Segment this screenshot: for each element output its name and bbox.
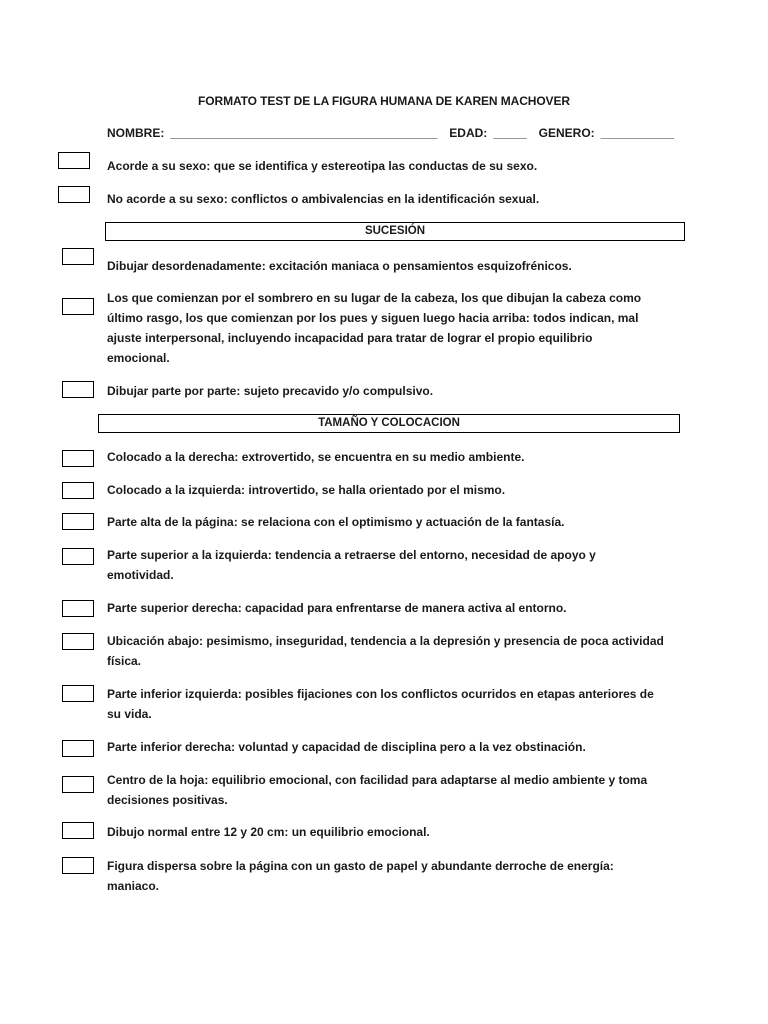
edad-field[interactable]: _____ xyxy=(493,126,527,140)
checkbox-superior-izquierda[interactable] xyxy=(62,548,94,565)
checkbox-parte-alta[interactable] xyxy=(62,513,94,530)
checkbox-colocado-izquierda[interactable] xyxy=(62,482,94,499)
item-dibujar-desordenadamente: Dibujar desordenadamente: excitación maniaca o pensamientos esquizofrénicos. xyxy=(107,259,572,273)
item-comienzan-sombrero: Los que comienzan por el sombrero en su lugar de la cabeza, los que dibujan la cabeza como último rasgo, los que comienzan por los pues y siguen luego hacia arriba: todos indican, mal ajuste interpersonal, incluyendo incapacidad para tratar de lograr el propio equilibrio emocional. xyxy=(107,291,642,365)
section-header-sucesion: SUCESIÓN xyxy=(105,222,685,241)
checkbox-parte-por-parte[interactable] xyxy=(62,381,94,398)
item-inferior-izquierda: Parte inferior izquierda: posibles fijaciones con los conflictos ocurridos en etapas anteriores de su vida. xyxy=(107,687,654,721)
nombre-field[interactable]: ________________________________________ xyxy=(170,126,438,140)
item-colocado-izquierda: Colocado a la izquierda: introvertido, se halla orientado por el mismo. xyxy=(107,483,506,497)
item-colocado-derecha: Colocado a la derecha: extrovertido, se encuentra en su medio ambiente. xyxy=(107,450,525,464)
item-ubicacion-abajo: Ubicación abajo: pesimismo, inseguridad, tendencia a la depresión y presencia de poca actividad física. xyxy=(107,634,664,668)
item-superior-izquierda: Parte superior a la izquierda: tendencia a retraerse del entorno, necesidad de apoyo y emotividad. xyxy=(107,548,596,582)
nombre-label: NOMBRE: xyxy=(107,126,165,140)
item-no-acorde-sexo: No acorde a su sexo: conflictos o ambivalencias en la identificación sexual. xyxy=(107,192,540,206)
checkbox-acorde-sexo[interactable] xyxy=(58,152,90,169)
checkbox-no-acorde-sexo[interactable] xyxy=(58,186,90,203)
item-dibujo-normal: Dibujo normal entre 12 y 20 cm: un equilibrio emocional. xyxy=(107,825,430,839)
checkbox-dibujar-desordenadamente[interactable] xyxy=(62,248,94,265)
edad-label: EDAD: xyxy=(449,126,488,140)
document-title: FORMATO TEST DE LA FIGURA HUMANA DE KAREN MACHOVER xyxy=(198,94,570,108)
checkbox-ubicacion-abajo[interactable] xyxy=(62,633,94,650)
item-inferior-derecha: Parte inferior derecha: voluntad y capacidad de disciplina pero a la vez obstinación. xyxy=(107,740,586,754)
checkbox-colocado-derecha[interactable] xyxy=(62,450,94,467)
checkbox-centro-hoja[interactable] xyxy=(62,776,94,793)
checkbox-inferior-derecha[interactable] xyxy=(62,740,94,757)
checkbox-dibujo-normal[interactable] xyxy=(62,822,94,839)
checkbox-figura-dispersa[interactable] xyxy=(62,857,94,874)
checkbox-superior-derecha[interactable] xyxy=(62,600,94,617)
genero-field[interactable]: ___________ xyxy=(600,126,675,140)
header-fields xyxy=(107,126,707,140)
genero-label: GENERO: xyxy=(538,126,595,140)
checkbox-comienzan-sombrero[interactable] xyxy=(62,298,94,315)
item-superior-derecha: Parte superior derecha: capacidad para enfrentarse de manera activa al entorno. xyxy=(107,601,567,615)
item-centro-hoja: Centro de la hoja: equilibrio emocional, con facilidad para adaptarse al medio ambiente y toma decisiones positivas. xyxy=(107,773,648,807)
checkbox-inferior-izquierda[interactable] xyxy=(62,685,94,702)
item-acorde-sexo: Acorde a su sexo: que se identifica y estereotipa las conductas de su sexo. xyxy=(107,159,538,173)
item-parte-alta: Parte alta de la página: se relaciona con el optimismo y actuación de la fantasía. xyxy=(107,515,565,529)
item-figura-dispersa: Figura dispersa sobre la página con un gasto de papel y abundante derroche de energía: maniaco. xyxy=(107,859,614,893)
section-header-tamano-colocacion: TAMAÑO Y COLOCACION xyxy=(98,414,680,433)
item-parte-por-parte: Dibujar parte por parte: sujeto precavido y/o compulsivo. xyxy=(107,384,434,398)
